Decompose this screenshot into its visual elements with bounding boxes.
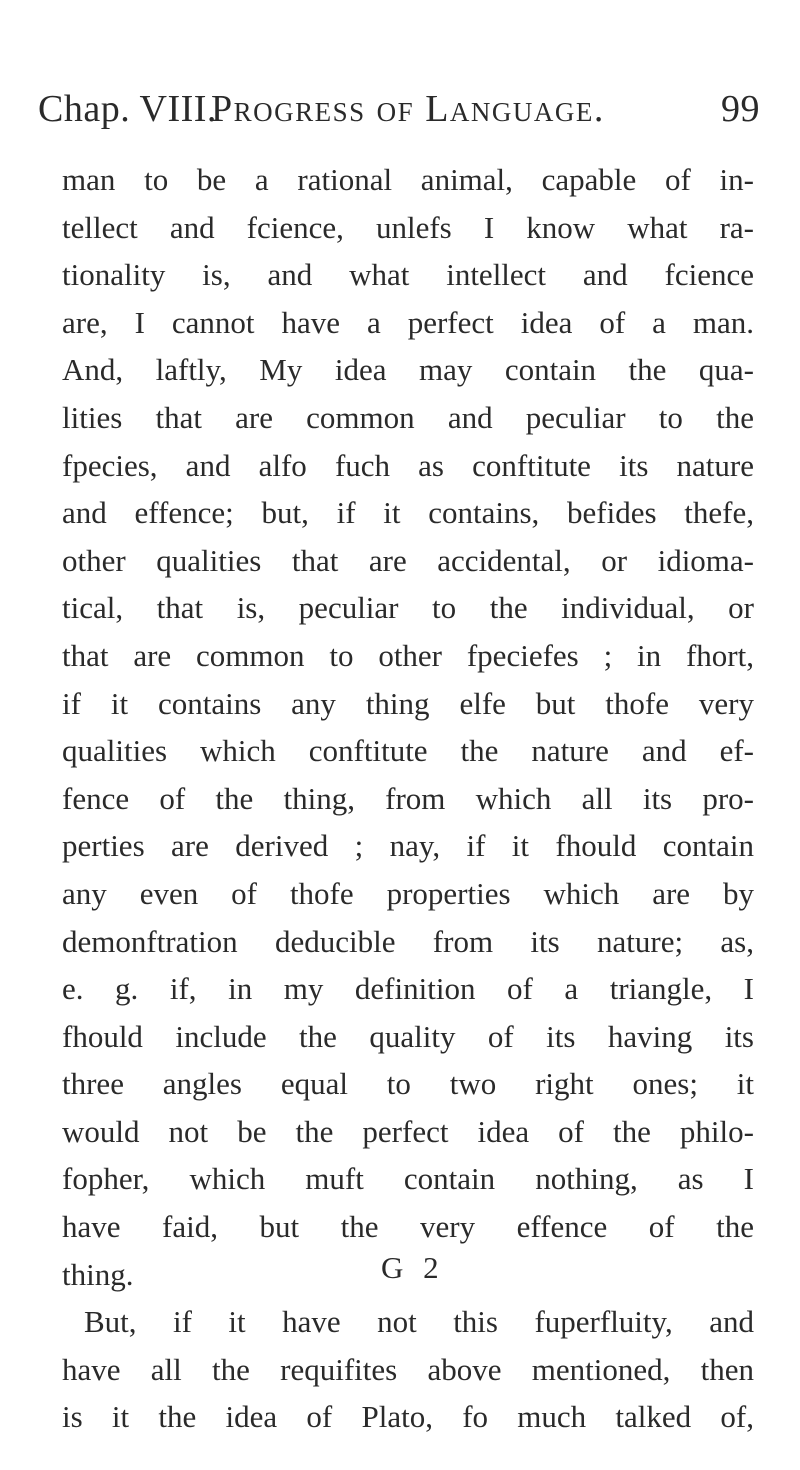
text-line: e. g. if, in my definition of a triangle, I (62, 971, 754, 1007)
text-line: three angles equal to two right ones; it (62, 1066, 754, 1102)
text-line: tical, that is, peculiar to the individual, or (62, 590, 754, 626)
text-line: fpecies, and alfo fuch as conftitute its nature (62, 447, 754, 483)
signature-mark: G 2 (381, 1250, 445, 1285)
text-line: any even of thofe properties which are by (62, 875, 754, 911)
text-line: if it contains any thing elfe but thofe very (62, 685, 754, 721)
text-line: And, laftly, My idea may contain the qua- (62, 352, 754, 388)
text-line: is it the idea of Plato, fo much talked of, (62, 1399, 754, 1435)
text-line: fopher, which muft contain nothing, as I (62, 1161, 754, 1197)
text-line: would not be the perfect idea of the philo- (62, 1113, 754, 1149)
text-line: other qualities that are accidental, or idioma- (62, 542, 754, 578)
text-line: tionality is, and what intellect and fcience (62, 257, 754, 293)
text-line: demonftration deducible from its nature; as, (62, 923, 754, 959)
text-line: have faid, but the very effence of the (62, 1209, 754, 1245)
text-line: But, if it have not this fuperfluity, and (84, 1304, 754, 1340)
text-line: man to be a rational animal, capable of in- (62, 162, 754, 197)
running-header (38, 84, 760, 134)
chapter-label: Chap. VIII. (38, 88, 217, 130)
text-line: fhould include the quality of its having its (62, 1018, 754, 1054)
text-line: and effence; but, if it contains, befides thefe, (62, 495, 754, 531)
text-line: qualities which conftitute the nature and ef- (62, 733, 754, 769)
text-line: perties are derived ; nay, if it fhould contain (62, 828, 754, 864)
text-line: are, I cannot have a perfect idea of a man. (62, 304, 754, 340)
text-line: tellect and fcience, unlefs I know what ra- (62, 209, 754, 245)
text-line: lities that are common and peculiar to the (62, 399, 754, 435)
running-title: Progress of Language. (211, 88, 605, 130)
text-line: have all the requifites above mentioned, then (62, 1351, 754, 1387)
text-line: that are common to other fpeciefes ; in fhort, (62, 637, 754, 673)
page-number: 99 (721, 88, 760, 130)
text-line: thing. (62, 1256, 134, 1292)
text-line: fence of the thing, from which all its pro- (62, 780, 754, 816)
